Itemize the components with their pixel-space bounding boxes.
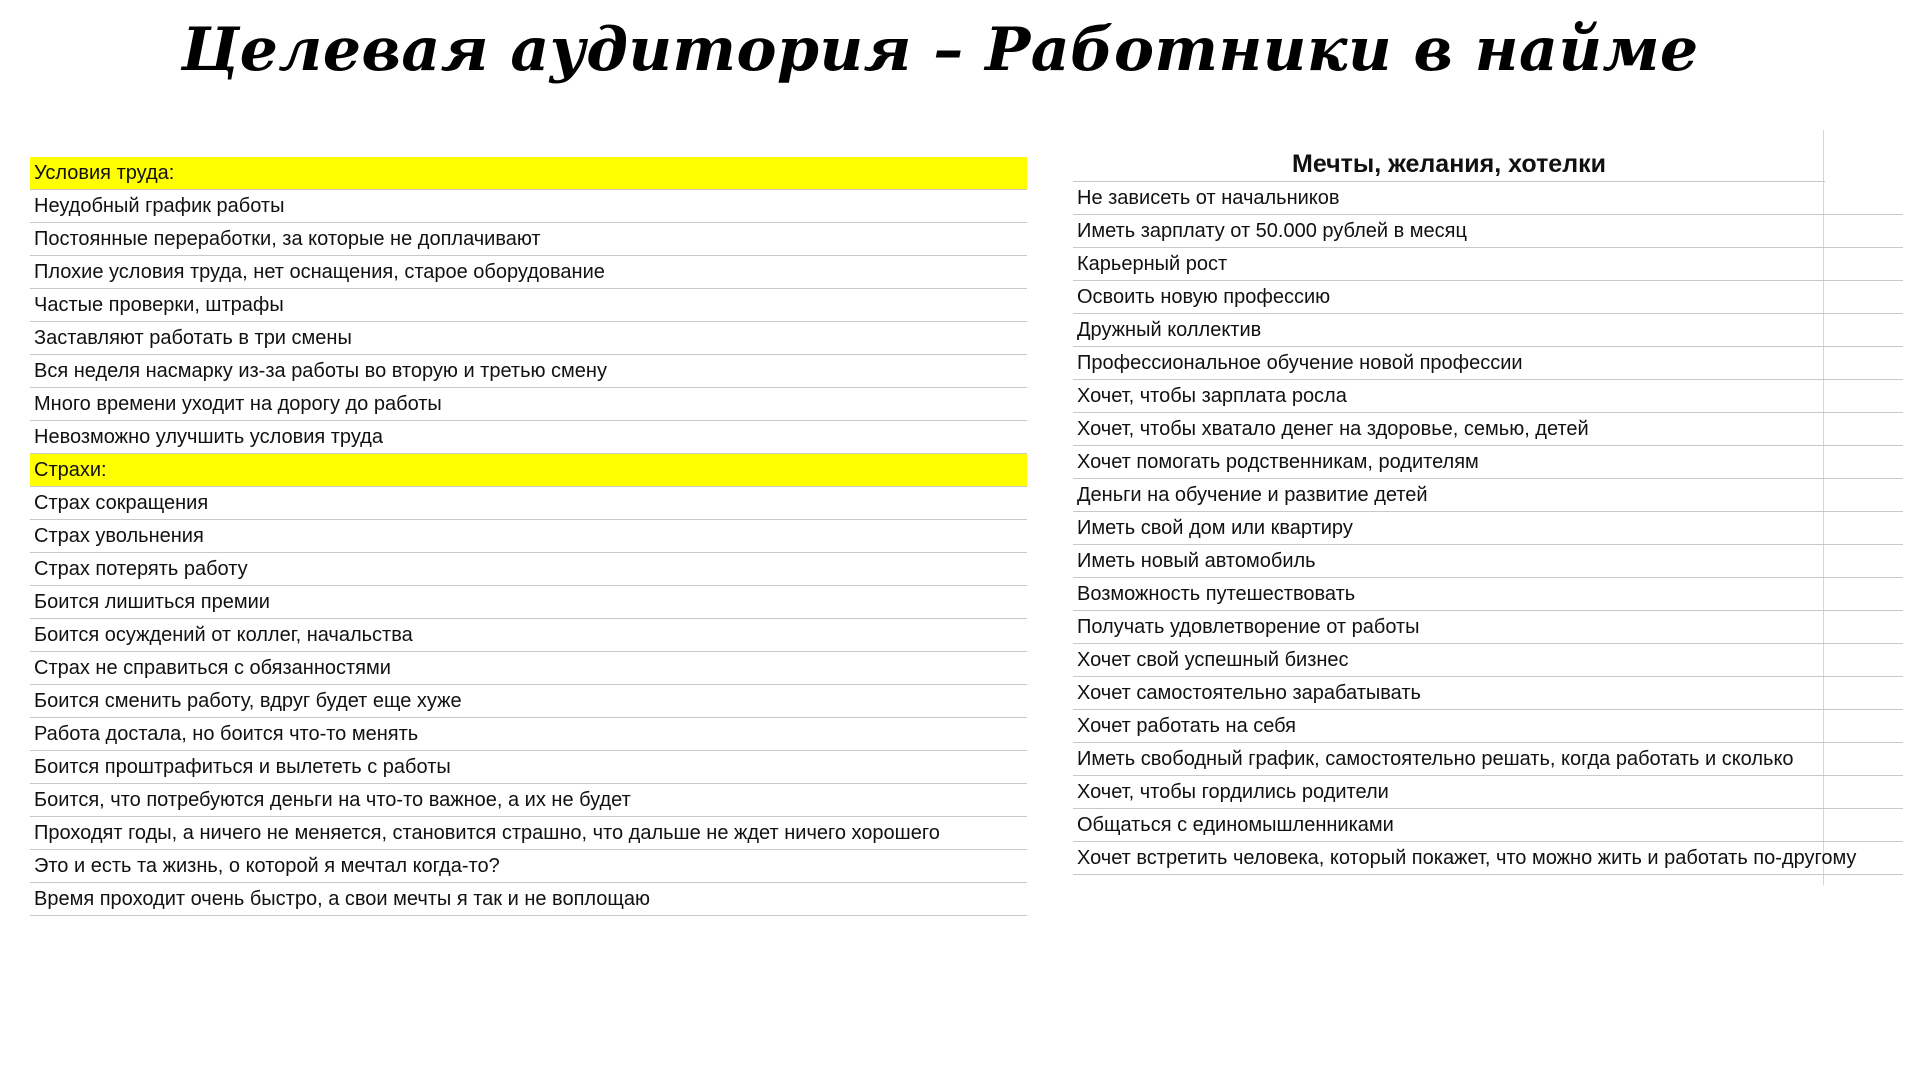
- table-row: Хочет самостоятельно зарабатывать: [1073, 677, 1903, 710]
- table-row: Хочет свой успешный бизнес: [1073, 644, 1903, 677]
- table-row: Страх увольнения: [30, 520, 1027, 553]
- section-header-fears: Страхи:: [30, 454, 1027, 487]
- table-row: Получать удовлетворение от работы: [1073, 611, 1903, 644]
- table-row: Неудобный график работы: [30, 190, 1027, 223]
- dreams-table: [1073, 145, 1903, 875]
- table-row: Хочет встретить человека, который покажет, что можно жить и работать по-другому: [1073, 842, 1903, 875]
- table-row: Иметь свободный график, самостоятельно решать, когда работать и сколько: [1073, 743, 1903, 776]
- table-row: Страх не справиться с обязанностями: [30, 652, 1027, 685]
- table-row: Боится сменить работу, вдруг будет еще хуже: [30, 685, 1027, 718]
- table-row: Страх потерять работу: [30, 553, 1027, 586]
- table-row: Дружный коллектив: [1073, 314, 1903, 347]
- table-row: Общаться с единомышленниками: [1073, 809, 1903, 842]
- table-row: Проходят годы, а ничего не меняется, становится страшно, что дальше не ждет ничего хорошего: [30, 817, 1027, 850]
- page-title: Целевая аудитория – Работники в найме: [181, 15, 1699, 85]
- table-row: Хочет, чтобы хватало денег на здоровье, семью, детей: [1073, 413, 1903, 446]
- table-row: Профессиональное обучение новой профессии: [1073, 347, 1903, 380]
- table-row: Деньги на обучение и развитие детей: [1073, 479, 1903, 512]
- table-row: Страх сокращения: [30, 487, 1027, 520]
- table-row: Хочет работать на себя: [1073, 710, 1903, 743]
- table-row: Заставляют работать в три смены: [30, 322, 1027, 355]
- table-row: Боится, что потребуются деньги на что-то важное, а их не будет: [30, 784, 1027, 817]
- section-header-conditions: Условия труда:: [30, 157, 1027, 190]
- table-row: Время проходит очень быстро, а свои мечты я так и не воплощаю: [30, 883, 1027, 916]
- table-row: Частые проверки, штрафы: [30, 289, 1027, 322]
- table-row: Хочет, чтобы зарплата росла: [1073, 380, 1903, 413]
- table-row: Это и есть та жизнь, о которой я мечтал когда-то?: [30, 850, 1027, 883]
- table-row: Не зависеть от начальников: [1073, 182, 1903, 215]
- table-row: Много времени уходит на дорогу до работы: [30, 388, 1027, 421]
- table-row: Постоянные переработки, за которые не доплачивают: [30, 223, 1027, 256]
- table-row: Карьерный рост: [1073, 248, 1903, 281]
- table-row: Плохие условия труда, нет оснащения, старое оборудование: [30, 256, 1027, 289]
- table-row: Невозможно улучшить условия труда: [30, 421, 1027, 454]
- pain-points-table: [30, 157, 1027, 916]
- table-row: Вся неделя насмарку из-за работы во вторую и третью смену: [30, 355, 1027, 388]
- table-row: Боится осуждений от коллег, начальства: [30, 619, 1027, 652]
- table-row: Хочет помогать родственникам, родителям: [1073, 446, 1903, 479]
- dreams-header: Мечты, желания, хотелки: [1073, 145, 1825, 182]
- table-row: Хочет, чтобы гордились родители: [1073, 776, 1903, 809]
- table-row: Боится проштрафиться и вылететь с работы: [30, 751, 1027, 784]
- table-row: Работа достала, но боится что-то менять: [30, 718, 1027, 751]
- table-row: Иметь новый автомобиль: [1073, 545, 1903, 578]
- table-row: Возможность путешествовать: [1073, 578, 1903, 611]
- table-row: Иметь зарплату от 50.000 рублей в месяц: [1073, 215, 1903, 248]
- table-row: Боится лишиться премии: [30, 586, 1027, 619]
- table-row: Иметь свой дом или квартиру: [1073, 512, 1903, 545]
- table-row: Освоить новую профессию: [1073, 281, 1903, 314]
